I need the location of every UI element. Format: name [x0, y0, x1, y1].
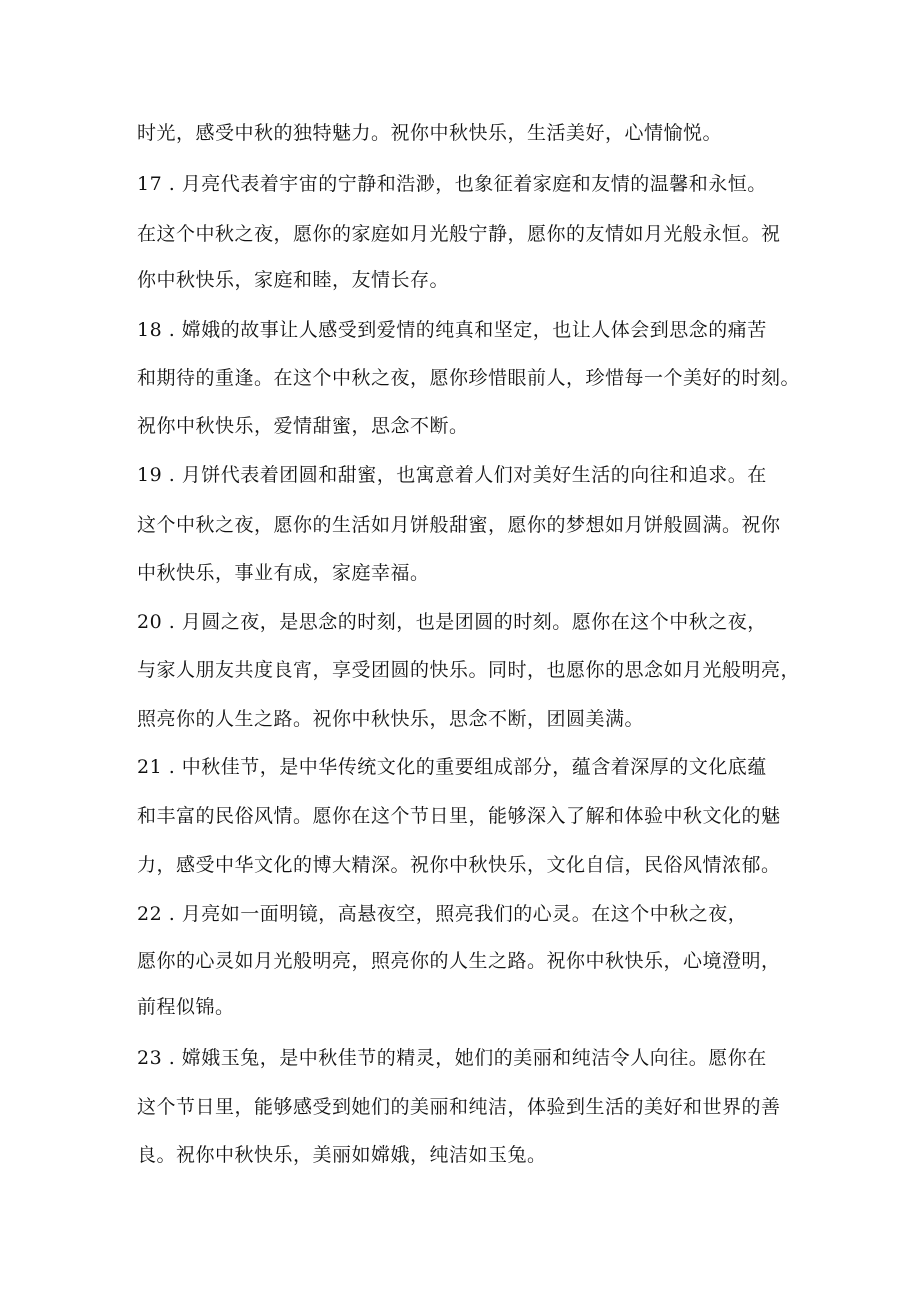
item-20-line-1: 20 . 月圆之夜，是思念的时刻，也是团圆的时刻。愿你在这个中秋之夜，: [137, 611, 767, 633]
item-19-line-3: 中秋快乐，事业有成，家庭幸福。: [137, 562, 430, 584]
item-23-line-2: 这个节日里，能够感受到她们的美丽和纯洁，体验到生活的美好和世界的善: [137, 1096, 781, 1118]
item-19-line-1: 19 . 月饼代表着团圆和甜蜜，也寓意着人们对美好生活的向往和追求。在: [137, 464, 767, 486]
item-22-line-2: 愿你的心灵如月光般明亮，照亮你的人生之路。祝你中秋快乐，心境澄明，: [137, 950, 781, 972]
item-21-line-1: 21 . 中秋佳节，是中华传统文化的重要组成部分，蕴含着深厚的文化底蕴: [137, 756, 767, 778]
text-line-1: 时光，感受中秋的独特魅力。祝你中秋快乐，生活美好，心情愉悦。: [137, 122, 723, 144]
item-22-line-3: 前程似锦。: [137, 996, 235, 1018]
item-20-line-3: 照亮你的人生之路。祝你中秋快乐，思念不断，团圆美满。: [137, 708, 645, 730]
item-18-line-2: 和期待的重逢。在这个中秋之夜，愿你珍惜眼前人，珍惜每一个美好的时刻。: [137, 367, 801, 389]
item-22-line-1: 22 . 月亮如一面明镜，高悬夜空，照亮我们的心灵。在这个中秋之夜，: [137, 903, 748, 925]
item-18-line-3: 祝你中秋快乐，爱情甜蜜，思念不断。: [137, 415, 469, 437]
item-17-line-2: 在这个中秋之夜，愿你的家庭如月光般宁静，愿你的友情如月光般永恒。祝: [137, 223, 781, 245]
item-21-line-2: 和丰富的民俗风情。愿你在这个节日里，能够深入了解和体验中秋文化的魅: [137, 805, 781, 827]
item-23-line-1: 23 . 嫦娥玉兔，是中秋佳节的精灵，她们的美丽和纯洁令人向往。愿你在: [137, 1047, 767, 1069]
item-17-line-1: 17 . 月亮代表着宇宙的宁静和浩渺，也象征着家庭和友情的温馨和永恒。: [137, 173, 767, 195]
item-23-line-3: 良。祝你中秋快乐，美丽如嫦娥，纯洁如玉兔。: [137, 1144, 547, 1166]
item-19-line-2: 这个中秋之夜，愿你的生活如月饼般甜蜜，愿你的梦想如月饼般圆满。祝你: [137, 514, 781, 536]
item-21-line-3: 力，感受中华文化的博大精深。祝你中秋快乐，文化自信，民俗风情浓郁。: [137, 854, 781, 876]
item-20-line-2: 与家人朋友共度良宵，享受团圆的快乐。同时，也愿你的思念如月光般明亮，: [137, 659, 801, 681]
item-17-line-3: 你中秋快乐，家庭和睦，友情长存。: [137, 269, 450, 291]
item-18-line-1: 18 . 嫦娥的故事让人感受到爱情的纯真和坚定，也让人体会到思念的痛苦: [137, 319, 767, 341]
